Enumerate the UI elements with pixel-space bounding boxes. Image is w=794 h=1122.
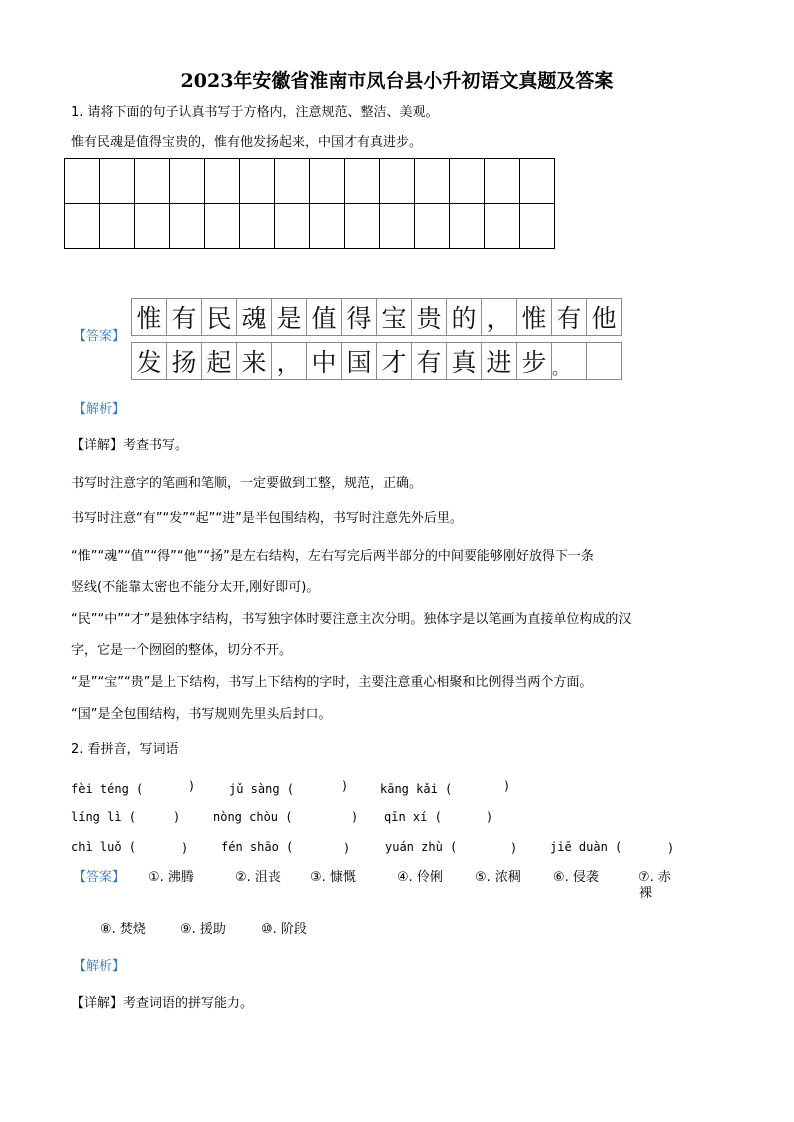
answer-item-wrap: 裸 [639,886,653,901]
grid-cell[interactable] [205,204,240,249]
blank-close: ) [188,779,196,793]
grid-cell[interactable] [100,204,135,249]
answer-item: ⑦. 赤 [638,870,671,885]
grid-cell[interactable] [380,159,415,204]
pinyin-item: jiē duàn ( [550,840,623,854]
answer-cell: 他 [587,299,622,336]
pinyin-item: nòng chòu ( [213,810,293,824]
detail-intro: 考查词语的拼写能力。 [123,996,254,1011]
detail-section [71,996,253,1012]
detail-line: 字，它是一个囫囵的整体，切分不开。 [71,643,293,658]
grid-cell[interactable] [485,159,520,204]
answer-cell: 中 [307,343,342,380]
answer-cell: 。 [552,343,587,380]
grid-cell[interactable] [520,159,555,204]
blank-close: ) [510,841,518,855]
pinyin-item: jǔ sàng ( [229,782,295,796]
answer-cell: 才 [377,343,412,380]
grid-cell[interactable] [520,204,555,249]
analysis-label: 【解析】 [73,959,126,974]
answer-item: ⑨. 援助 [180,922,226,937]
answer-cell: ， [482,299,517,336]
grid-cell[interactable] [100,159,135,204]
grid-cell[interactable] [205,159,240,204]
blank-close: ) [341,779,349,793]
detail-line: “民”“中”“才”是独体字结构，书写独字体时要注意主次分明。独体字是以笔画为直接单位构成的汉 [71,612,632,627]
answer-cell: 有 [167,299,202,336]
blank-close: ) [667,841,675,855]
grid-cell[interactable] [170,204,205,249]
grid-cell[interactable] [485,204,520,249]
answer-cell: 惟 [132,299,167,336]
answer-cell: 贵 [412,299,447,336]
question-2-prompt: 2. 看拼音，写词语 [71,742,179,757]
grid-cell[interactable] [310,204,345,249]
detail-line: 书写时注意“有”“发”“起”“进”是半包围结构，书写时注意先外后里。 [71,511,463,526]
answer-cell: 得 [342,299,377,336]
blank-close: ) [181,841,189,855]
answer-cell: 来 [237,343,272,380]
answer-cell: 扬 [167,343,202,380]
answer-cell: 真 [447,343,482,380]
grid-cell[interactable] [65,159,100,204]
grid-cell[interactable] [135,204,170,249]
blank-close: ) [343,841,351,855]
answer-cell: 起 [202,343,237,380]
pinyin-item: kāng kǎi ( [380,782,453,796]
detail-intro: 考查书写。 [123,438,189,453]
answer-label: 【答案】 [73,329,126,344]
grid-cell[interactable] [415,204,450,249]
answer-item: ⑤. 浓稠 [475,870,521,885]
page-title: 2023年安徽省淮南市凤台县小升初语文真题及答案 [180,70,614,92]
answer-cell: 国 [342,343,377,380]
grid-cell[interactable] [240,159,275,204]
grid-cell[interactable] [450,204,485,249]
detail-line: “是”“宝”“贵”是上下结构，书写上下结构的字时，主要注意重心相聚和比例得当两个方面。 [71,675,593,690]
answer-cell: 发 [132,343,167,380]
grid-cell[interactable] [450,159,485,204]
grid-cell[interactable] [170,159,205,204]
answer-grid-row-1 [131,298,622,336]
detail-section [71,438,188,454]
blank-close: ) [486,810,494,824]
detail-line: 竖线(不能靠太密也不能分太开,刚好即可)。 [71,580,320,595]
answer-cell: ， [272,343,307,380]
grid-cell[interactable] [135,159,170,204]
answer-cell: 宝 [377,299,412,336]
answer-item: ④. 伶俐 [397,870,443,885]
grid-cell[interactable] [275,159,310,204]
answer-cell: 有 [412,343,447,380]
detail-line: “惟”“魂”“值”“得”“他”“扬”是左右结构，左右写完后两半部分的中间要能够刚好放得下一条 [71,549,594,564]
detail-label: 【详解】 [71,996,124,1011]
answer-item: ⑥. 侵袭 [553,870,599,885]
answer-cell: 有 [552,299,587,336]
detail-label: 【详解】 [71,438,124,453]
grid-cell[interactable] [345,204,380,249]
blank-close: ) [503,779,511,793]
answer-item: ⑧. 焚烧 [100,922,146,937]
blank-close: ) [351,810,359,824]
answer-cell: 惟 [517,299,552,336]
answer-cell: 的 [447,299,482,336]
answer-cell: 进 [482,343,517,380]
question-1-prompt: 1. 请将下面的句子认真书写于方格内，注意规范、整洁、美观。 [71,105,439,120]
answer-item: ⑩. 阶段 [261,922,307,937]
grid-cell[interactable] [310,159,345,204]
pinyin-item: fèi téng ( [71,782,144,796]
answer-item: ②. 沮丧 [235,870,281,885]
grid-cell[interactable] [415,159,450,204]
grid-cell[interactable] [345,159,380,204]
answer-item: ①. 沸腾 [148,870,194,885]
grid-row [65,159,555,204]
pinyin-item: chì luǒ ( [71,840,137,854]
answer-cell [587,343,622,380]
pinyin-item: yuán zhù ( [385,840,458,854]
answer-grid-row-2 [131,342,622,380]
answer-label: 【答案】 [73,870,126,885]
analysis-label: 【解析】 [73,402,126,417]
pinyin-item: qīn xí ( [384,810,442,824]
grid-row [65,204,555,249]
answer-cell: 魂 [237,299,272,336]
pinyin-item: fén shāo ( [221,840,294,854]
grid-cell[interactable] [275,204,310,249]
answer-cell: 民 [202,299,237,336]
pinyin-item: líng lì ( [71,810,137,824]
grid-cell[interactable] [240,204,275,249]
answer-cell: 步 [517,343,552,380]
detail-line: “国”是全包围结构，书写规则先里头后封口。 [71,707,332,722]
answer-item: ③. 慷慨 [310,870,356,885]
grid-cell[interactable] [380,204,415,249]
answer-cell: 值 [307,299,342,336]
writing-grid [64,158,555,249]
question-1-sentence: 惟有民魂是值得宝贵的，惟有他发扬起来，中国才有真进步。 [71,135,423,150]
grid-cell[interactable] [65,204,100,249]
blank-close: ) [173,810,181,824]
detail-line: 书写时注意字的笔画和笔顺，一定要做到工整，规范，正确。 [71,476,423,491]
answer-cell: 是 [272,299,307,336]
